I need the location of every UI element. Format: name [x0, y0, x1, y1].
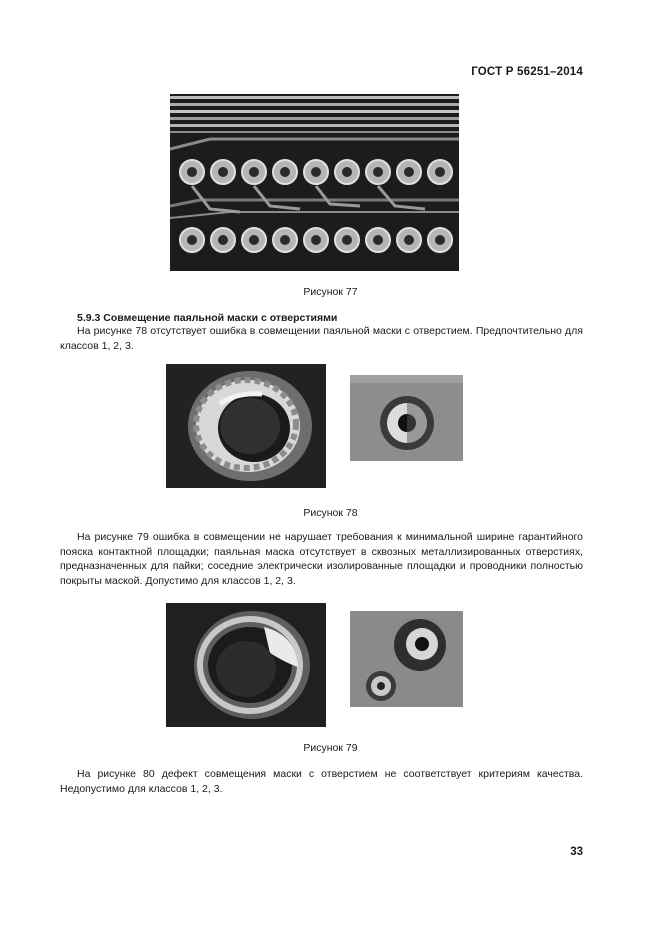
figure-77-image [170, 94, 459, 271]
paragraph-3: На рисунке 80 дефект совмещения маски с отверстием не соответствует критериям качества. Недопустимо для классов 1, 2, 3. [60, 768, 583, 795]
figure-78-left-image [166, 364, 326, 488]
figure-79-right-image [350, 611, 463, 707]
document-code: ГОСТ Р 56251–2014 [471, 66, 583, 78]
section-heading: 5.9.3 Совмещение паяльной маски с отверстиями [77, 312, 338, 324]
figure-78-right-image [350, 375, 463, 461]
figure-78-caption: Рисунок 78 [303, 507, 358, 519]
figure-77-caption: Рисунок 77 [303, 286, 358, 298]
figure-79-caption: Рисунок 79 [303, 742, 358, 754]
paragraph-2: На рисунке 79 ошибка в совмещении не нарушает требования к минимальной ширине гарантийного пояска контактной площадки; паяльная маска отсутствует в сквозных металлизированных отверстиях, предназначенных для пайки; соседние электрически изолированные площадки и проводники полностью покрыты маской. Допустимо для классов 1, 2, 3. [60, 531, 583, 587]
paragraph-1: На рисунке 78 отсутствует ошибка в совмещении паяльной маски с отверстием. Предпочтительно для классов 1, 2, 3. [60, 325, 583, 352]
page-number: 33 [570, 846, 583, 858]
figure-79-left-image [166, 603, 326, 727]
